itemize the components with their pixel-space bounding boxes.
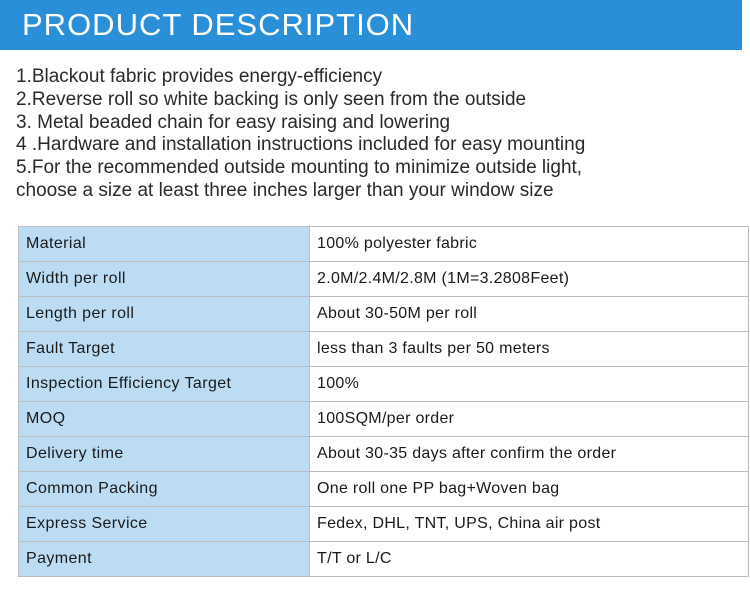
description-line: choose a size at least three inches larger than your window size — [16, 179, 554, 201]
spec-value: 100% polyester fabric — [310, 227, 749, 262]
spec-label: Inspection Efficiency Target — [19, 367, 310, 402]
spec-value: About 30-35 days after confirm the order — [310, 437, 749, 472]
spec-label: MOQ — [19, 402, 310, 437]
spec-label: Length per roll — [19, 297, 310, 332]
table-row — [19, 542, 749, 577]
spec-value: About 30-50M per roll — [310, 297, 749, 332]
table-row — [19, 402, 749, 437]
table-row — [19, 262, 749, 297]
table-row — [19, 332, 749, 367]
header-banner — [0, 0, 742, 50]
table-row — [19, 437, 749, 472]
description-line: 4 .Hardware and installation instructions included for easy mounting — [16, 134, 586, 156]
spec-label: Payment — [19, 542, 310, 577]
table-row — [19, 472, 749, 507]
description-line: 2.Reverse roll so white backing is only seen from the outside — [16, 88, 527, 110]
spec-label: Fault Target — [19, 332, 310, 367]
table-row — [19, 227, 749, 262]
spec-label: Express Service — [19, 507, 310, 542]
spec-value: 100% — [310, 367, 749, 402]
spec-label: Material — [19, 227, 310, 262]
spec-value: T/T or L/C — [310, 542, 749, 577]
table-row — [19, 507, 749, 542]
spec-value: less than 3 faults per 50 meters — [310, 332, 749, 367]
spec-value: 100SQM/per order — [310, 402, 749, 437]
table-row — [19, 297, 749, 332]
description-list — [16, 66, 744, 203]
spec-label: Common Packing — [19, 472, 310, 507]
spec-label: Delivery time — [19, 437, 310, 472]
description-line: 1.Blackout fabric provides energy-efficiency — [16, 66, 383, 87]
spec-table — [18, 226, 749, 577]
description-line: 5.For the recommended outside mounting to minimize outside light, — [16, 157, 583, 179]
spec-value: Fedex, DHL, TNT, UPS, China air post — [310, 507, 749, 542]
spec-value: 2.0M/2.4M/2.8M (1M=3.2808Feet) — [310, 262, 749, 297]
table-row — [19, 367, 749, 402]
spec-label: Width per roll — [19, 262, 310, 297]
description-line: 3. Metal beaded chain for easy raising and lowering — [16, 111, 451, 133]
spec-value: One roll one PP bag+Woven bag — [310, 472, 749, 507]
page-title: PRODUCT DESCRIPTION — [22, 7, 415, 42]
